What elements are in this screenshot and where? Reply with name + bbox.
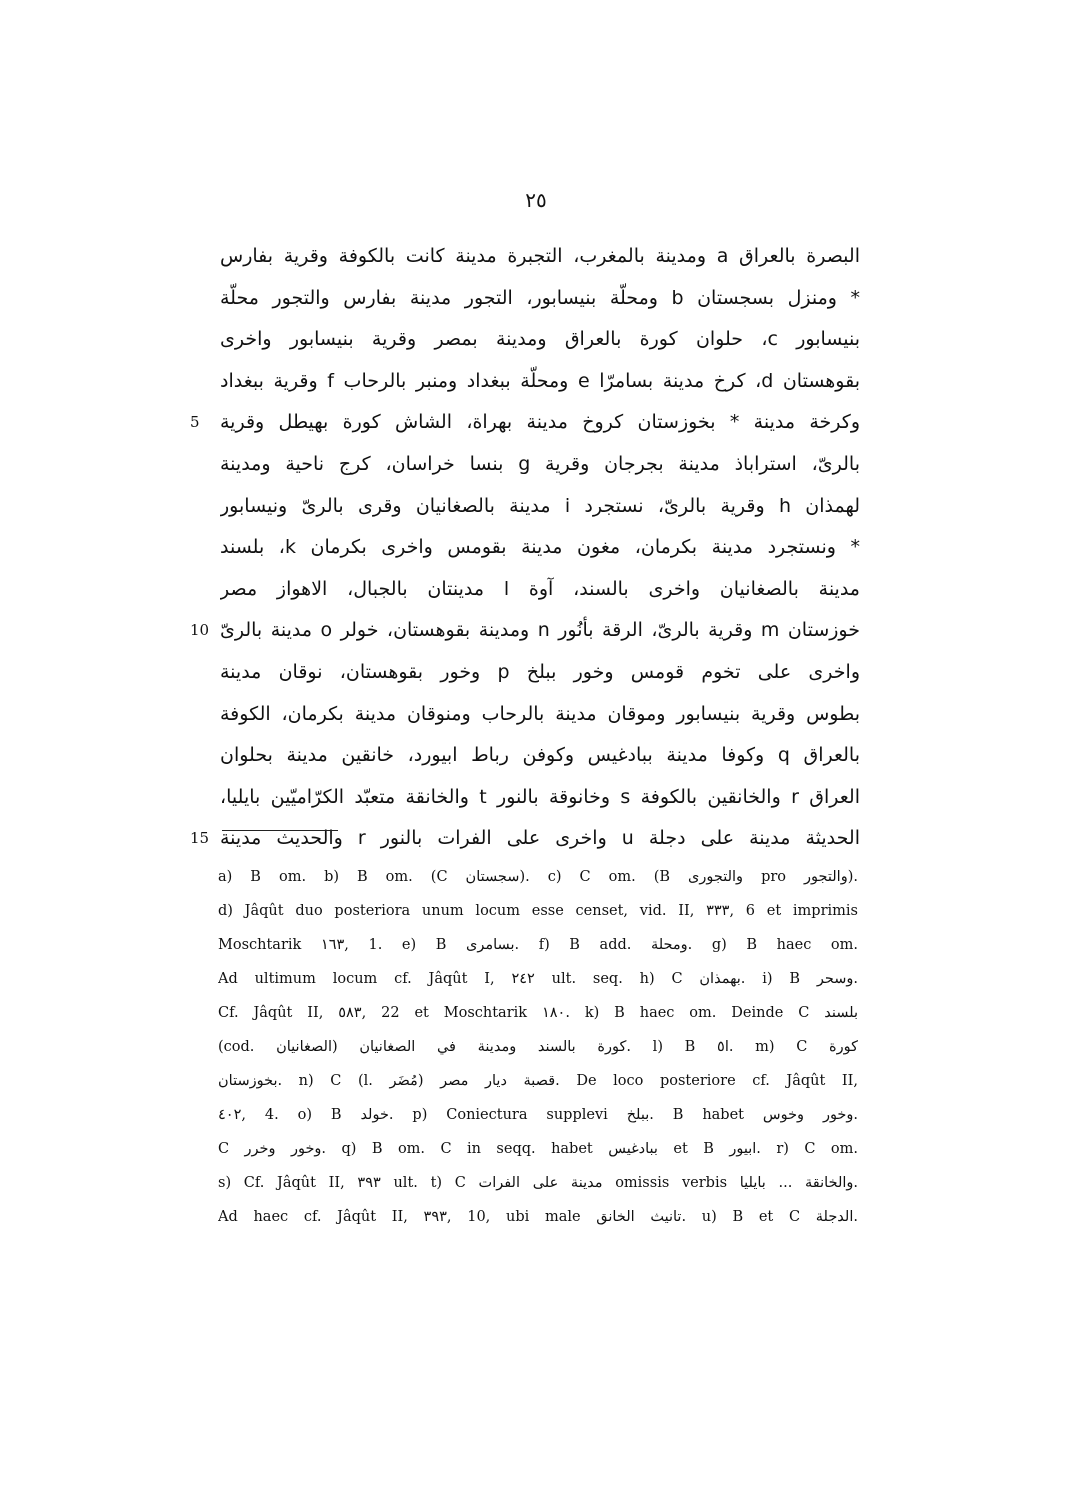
line-text: العراق r والخانقين بالكوفة s وخانوقة بالنور t والخانقة متعبّد الكرّاميّين بايليا، — [220, 785, 860, 808]
text-line — [190, 444, 890, 486]
text-line — [190, 527, 890, 569]
line-text: لهمذان h وقرية بالرىّ، نستجرد i مدينة بالصغانيان وقرى بالرىّ ونيسابور — [220, 494, 860, 517]
text-line — [190, 735, 890, 777]
line-text: * ونستجرد مدينة بكرمان، مغون مدينة بقومس واخرى بكرمان k، بلسند — [220, 536, 860, 559]
footnote-line: Cf. Jâqût II, ٥٨٣, 22 et Moschtarik ١٨٠. k) B haec om. Deinde C بلسند — [218, 1005, 858, 1021]
text-line — [190, 777, 890, 819]
line-text: بقوهستان d، كرخ مدينة بسامرّا e ومحلّة ببغداد ومنبر بالرحاب f وقرية ببغداد — [220, 369, 860, 392]
line-text: واخرى على تخوم قومس وخور ببلخ p وخور بقوهستان، نوقان مدينة — [220, 660, 860, 683]
footnote-line: ٤٠٢, 4. o) B خولد. p) Coniectura supplevi ببلخ. B habet وخور وخوس. — [218, 1107, 858, 1123]
line-text: وكرخة مدينة * بخوزستان كروخ مدينة بهراة، الشاش كورة بهيطل وقرية — [220, 411, 860, 434]
line-number: 10 — [190, 621, 210, 640]
page-number: ٢٥ — [525, 188, 547, 212]
footnote-line: Ad ultimum locum cf. Jâqût I, ٢٤٢ ult. seq. h) C بهمذان. i) B وسحر. — [218, 971, 858, 987]
line-text: بطوس وقرية بنيسابور وموقان مدينة بالرحاب ومنوقان مدينة بكرمان، الكوفة — [220, 702, 860, 725]
text-line — [190, 569, 890, 611]
text-line — [190, 486, 890, 528]
text-line — [190, 361, 890, 403]
line-number: 5 — [190, 413, 200, 432]
line-number: 15 — [190, 829, 210, 848]
text-line — [190, 610, 890, 652]
footnote-line: (cod. الصغانيان) كورة بالسند ومدينة في الصغانيان. l) B ا٥. m) C كورة — [218, 1039, 858, 1055]
text-line — [190, 402, 890, 444]
text-line — [190, 818, 890, 860]
text-line — [190, 652, 890, 694]
line-text: مدينة بالصغانيان واخرى بالسند، آوة l مدينتان بالجبال، الاهواز مصر — [220, 577, 860, 600]
line-text: خوزستان m وقرية بالرىّ، الرقة بأنُور n ومدينة بقوهستان، خولر o مدينة بالرىّ — [220, 619, 860, 642]
line-text: بالعراق q وكوفا مدينة ببادغيس وكوفن رباط ابيورد، خانقين مدينة بحلوان — [220, 744, 860, 767]
footnote-divider — [222, 830, 338, 831]
line-text: بالرىّ، استراباذ مدينة بجرجان وقرية g بنسا خراسان، كرج ناحية ومدينة — [220, 452, 860, 475]
text-line — [190, 319, 890, 361]
footnotes-block — [218, 860, 858, 1234]
footnote-line: C وخور وخرر. q) B om. C in seqq. habet ببادغيس et B ابيور. r) C om. — [218, 1141, 858, 1157]
text-line — [190, 278, 890, 320]
footnote-line: Ad haec cf. Jâqût II, ٣٩٣, 10, ubi male تانيث الخانق. u) B et C الدجلة. — [218, 1209, 858, 1225]
text-line — [190, 236, 890, 278]
main-text-block — [190, 236, 890, 860]
footnote-line: s) Cf. Jâqût II, ٣٩٣ ult. t) C مدينة على الفرات omissis verbis والخانقة ... بايليا. — [218, 1175, 858, 1191]
footnote-line: Moschtarik ١٦٣, 1. e) B بسامرى. f) B add. ومحلة. g) B haec om. — [218, 937, 858, 953]
line-text: * ومنزل بسجستان b ومحلّة بنيسابور، التجور مدينة بفارس والتجور محلّة — [220, 286, 860, 309]
footnote-line: a) B om. b) B om. (C سجستان). c) C om. (B والتجورى pro والتجور). — [218, 869, 858, 885]
footnote-line: بخوزستان. n) C (l. مُضَر) قصبة ديار مصر. De loco posteriore cf. Jâqût II, — [218, 1073, 858, 1089]
line-text: بنيسابور c، حلوان كورة بالعراق ومدينة بمصر وقرية بنيسابور واخرى — [220, 328, 860, 351]
footnote-line: d) Jâqût duo posteriora unum locum esse censet, vid. II, ٣٣٣, 6 et imprimis — [218, 903, 858, 919]
line-text: البصرة بالعراق a ومدينة بالمغرب، التجبرة مدينة كانت بالكوفة وقرية بفارس — [220, 245, 860, 267]
line-text: الحديثة مدينة على دجلة u واخرى على الفرات بالنور r والحديث مدينة — [220, 827, 860, 850]
text-line — [190, 694, 890, 736]
